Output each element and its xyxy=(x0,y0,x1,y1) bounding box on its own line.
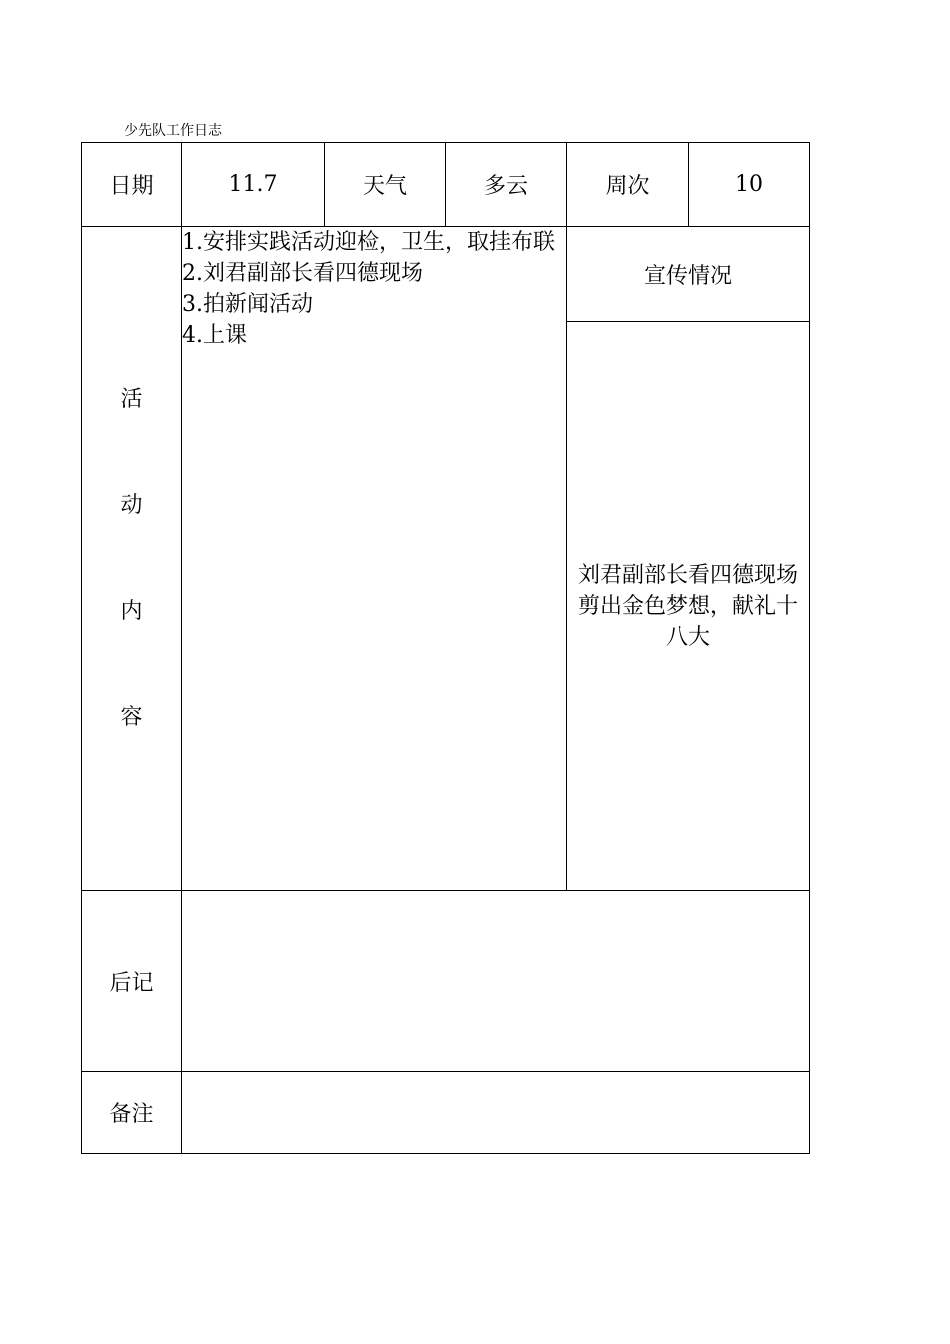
activity-label-char: 活 xyxy=(120,386,143,412)
publicity-content xyxy=(567,322,810,891)
activity-item: 3.拍新闻活动 xyxy=(182,292,313,317)
activity-content-label xyxy=(82,227,182,891)
publicity-line: 剪出金色梦想，献礼十八大 xyxy=(577,593,798,650)
remarks-value xyxy=(182,1072,810,1154)
date-label: 日期 xyxy=(82,143,182,227)
weather-label: 天气 xyxy=(325,143,446,227)
work-log-table xyxy=(81,142,810,1154)
activity-label-char: 动 xyxy=(120,492,143,518)
weather-value: 多云 xyxy=(446,143,567,227)
week-label: 周次 xyxy=(567,143,689,227)
notes-value xyxy=(182,891,810,1072)
form-title: 少先队工作日志 xyxy=(124,123,222,139)
remarks-label: 备注 xyxy=(82,1072,182,1154)
publicity-line: 刘君副部长看四德现场 xyxy=(577,562,798,588)
publicity-label: 宣传情况 xyxy=(567,227,810,322)
activity-list xyxy=(182,227,567,891)
week-value: 10 xyxy=(689,143,810,227)
activity-item: 1.安排实践活动迎检，卫生，取挂布联 xyxy=(182,230,555,255)
activity-item: 2.刘君副部长看四德现场 xyxy=(182,261,423,286)
date-value: 11.7 xyxy=(182,143,325,227)
activity-item: 4.上课 xyxy=(182,323,247,348)
activity-label-char: 内 xyxy=(120,598,143,624)
activity-label-char: 容 xyxy=(120,704,143,730)
notes-label: 后记 xyxy=(82,891,182,1072)
